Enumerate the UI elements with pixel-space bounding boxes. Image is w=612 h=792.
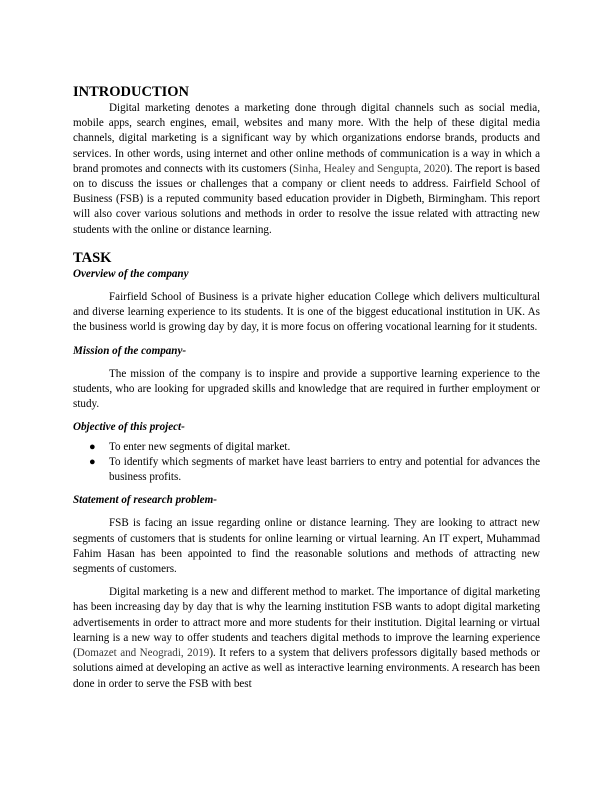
objective-text: To enter new segments of digital market. <box>109 440 291 453</box>
bullet-icon: ● <box>89 440 96 453</box>
objective-text: To identify which segments of market have least barriers to entry and potential for advances the business profits. <box>109 455 540 484</box>
bullet-icon: ● <box>89 455 96 468</box>
introduction-paragraph <box>73 101 540 238</box>
overview-heading: Overview of the company <box>73 267 189 280</box>
digital-marketing-paragraph <box>73 585 540 691</box>
list-item <box>73 440 540 455</box>
introduction-text-a: Digital marketing denotes a marketing done through digital channels such as social media, mobile apps, search engines, email, websites and many more. With the help of these digital media channels, digital marketing is a significant way by which organizations endorse brands, products and services. In other words, using internet and other online methods of communication is a way in which a brand promotes and connects with its customers ( <box>73 102 540 175</box>
introduction-citation: Sinha, Healey and Sengupta, 2020 <box>293 162 447 175</box>
research-problem-heading: Statement of research problem- <box>73 494 217 507</box>
objective-heading: Objective of this project- <box>73 421 185 434</box>
list-item <box>73 455 540 485</box>
digital-marketing-text-b: ). It refers to a system that delivers professors digitally based methods or solutions aimed at developing an active as well as interactive learning environments. A research has been done in order to serve the FSB with best <box>73 647 540 690</box>
digital-marketing-citation: Domazet and Neogradi, 2019 <box>76 647 210 660</box>
mission-heading: Mission of the company- <box>73 344 187 357</box>
mission-paragraph: The mission of the company is to inspire and provide a supportive learning experience to the students, who are looking for upgraded skills and knowledge that are required in further employment or study. <box>73 367 540 411</box>
document-body <box>73 84 540 692</box>
task-heading: TASK <box>73 249 112 266</box>
digital-marketing-text-a: Digital marketing is a new and different method to market. The importance of digital marketing has been increasing day by day that is why the learning institution FSB wants to adopt digital marketing advertisements in order to attract more and more students for their institution. Digital learning or virtual learning is a new way to offer students and teachers digital methods to improve the learning experience ( <box>73 586 540 660</box>
objective-list <box>73 440 540 486</box>
introduction-text-b: ). The report is based on to discuss the issues or challenges that a company or client needs to address. Fairfield School of Business (FSB) is a reputed community based education provider in Digbeth, Birmingham. This report will also cover various solutions and methods in order to resolve the issue related with attracting new students with the online or distance learning. <box>73 162 540 236</box>
overview-paragraph: Fairfield School of Business is a private higher education College which delivers multicultural and diverse learning experience to its students. It is one of the biggest educational institution in UK. As the business world is growing day by day, it is more focus on offering vocational learning for it students. <box>73 291 540 334</box>
research-problem-paragraph: FSB is facing an issue regarding online or distance learning. They are looking to attract new segments of customers that is students for online learning or virtual learning. An IT expert, Muhammad Fahim Hasan has been appointed to find the reasonable solutions and methods of attracting new segments of customers. <box>73 517 540 576</box>
introduction-heading: INTRODUCTION <box>73 84 190 100</box>
